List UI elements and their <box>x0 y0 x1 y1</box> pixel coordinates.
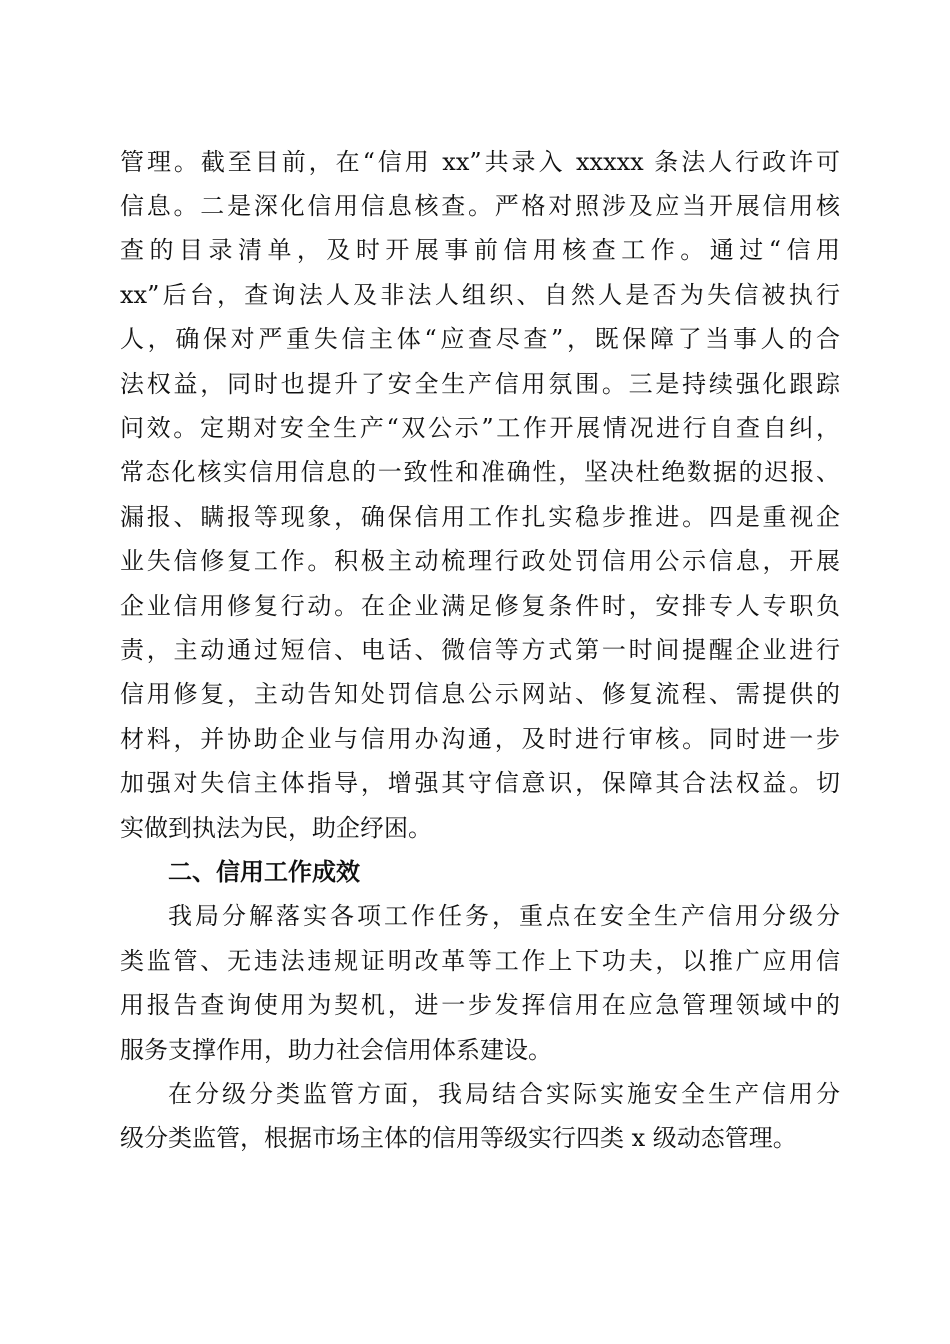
paragraph-line: 查的目录清单，及时开展事前信用核查工作。通过“信用 <box>120 236 840 264</box>
paragraph-line: 漏报、瞒报等现象，确保信用工作扎实稳步推进。四是重视企 <box>120 503 840 531</box>
paragraph-line: 业失信修复工作。积极主动梳理行政处罚信用公示信息，开展 <box>120 547 840 575</box>
paragraph-line: 常态化核实信用信息的一致性和准确性，坚决杜绝数据的迟报、 <box>120 458 840 486</box>
paragraph-line: 用报告查询使用为契机，进一步发挥信用在应急管理领域中的 <box>120 991 840 1019</box>
paragraph-line: 法权益，同时也提升了安全生产信用氛围。三是持续强化跟踪 <box>120 370 840 398</box>
paragraph-line: 加强对失信主体指导，增强其守信意识，保障其合法权益。切 <box>120 769 840 797</box>
paragraph-line: 实做到执法为民，助企纾困。 <box>120 814 432 842</box>
section-heading: 二、信用工作成效 <box>168 858 360 886</box>
paragraph-line: 管理。截至目前，在“信用 xx”共录入 xxxxx 条法人行政许可 <box>120 148 840 176</box>
paragraph-line: xx”后台，查询法人及非法人组织、自然人是否为失信被执行 <box>120 281 840 309</box>
paragraph-line: 人，确保对严重失信主体“应查尽查”，既保障了当事人的合 <box>120 325 840 353</box>
paragraph-line: 材料，并协助企业与信用办沟通，及时进行审核。同时进一步 <box>120 725 840 753</box>
paragraph-line: 我局分解落实各项工作任务，重点在安全生产信用分级分 <box>168 902 840 930</box>
paragraph-line: 责，主动通过短信、电话、微信等方式第一时间提醒企业进行 <box>120 636 840 664</box>
paragraph-line: 服务支撑作用，助力社会信用体系建设。 <box>120 1036 552 1064</box>
paragraph-line: 类监管、无违法违规证明改革等工作上下功夫，以推广应用信 <box>120 947 840 975</box>
paragraph-line: 企业信用修复行动。在企业满足修复条件时，安排专人专职负 <box>120 592 840 620</box>
paragraph-line: 信用修复，主动告知处罚信息公示网站、修复流程、需提供的 <box>120 680 840 708</box>
paragraph-line: 在分级分类监管方面，我局结合实际实施安全生产信用分 <box>168 1080 840 1108</box>
paragraph-line: 信息。二是深化信用信息核查。严格对照涉及应当开展信用核 <box>120 192 840 220</box>
paragraph-line: 级分类监管，根据市场主体的信用等级实行四类 x 级动态管理。 <box>120 1124 797 1152</box>
paragraph-line: 问效。定期对安全生产“双公示”工作开展情况进行自查自纠， <box>120 414 840 442</box>
